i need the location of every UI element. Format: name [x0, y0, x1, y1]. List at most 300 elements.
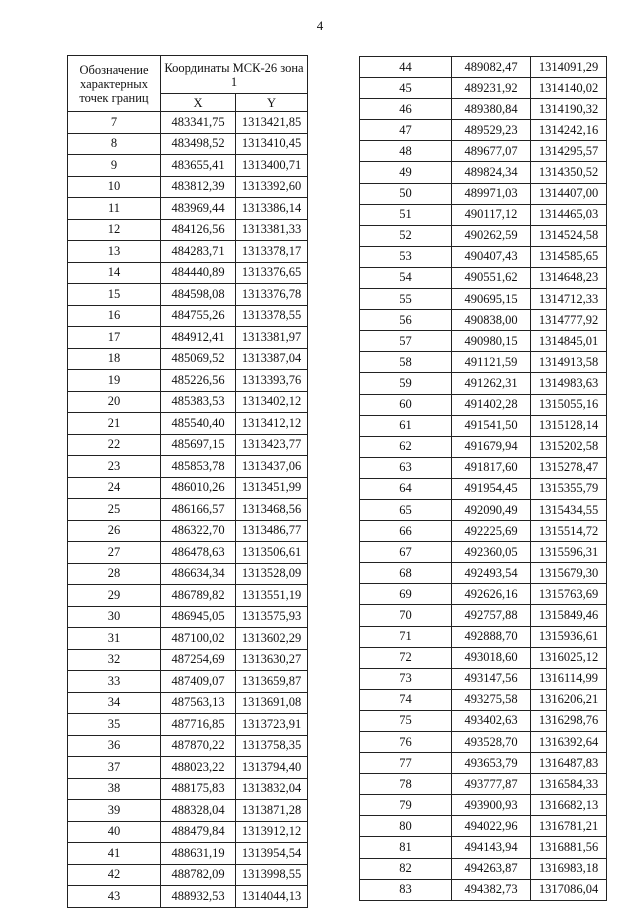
table-row [68, 391, 308, 413]
x-coordinate-cell: 483655,41 [161, 155, 236, 177]
point-number-cell: 36 [68, 735, 161, 757]
x-coordinate-cell: 485226,56 [161, 370, 236, 392]
table-row [68, 735, 308, 757]
point-number-cell: 78 [360, 774, 452, 795]
y-coordinate-cell: 1315055,16 [531, 394, 607, 415]
y-coordinate-cell: 1313378,55 [236, 305, 308, 327]
table-row [360, 478, 607, 499]
y-coordinate-cell: 1315514,72 [531, 521, 607, 542]
y-coordinate-cell: 1313400,71 [236, 155, 308, 177]
point-number-cell: 54 [360, 267, 452, 288]
table-row [68, 800, 308, 822]
x-coordinate-cell: 487254,69 [161, 649, 236, 671]
point-number-cell: 14 [68, 262, 161, 284]
table-row [68, 843, 308, 865]
point-number-cell: 35 [68, 714, 161, 736]
table-row [360, 837, 607, 858]
point-number-cell: 10 [68, 176, 161, 198]
table-row [360, 689, 607, 710]
x-coordinate-cell: 488782,09 [161, 864, 236, 886]
y-coordinate-cell: 1314845,01 [531, 331, 607, 352]
y-coordinate-cell: 1313376,65 [236, 262, 308, 284]
point-number-cell: 66 [360, 521, 452, 542]
y-coordinate-cell: 1315434,55 [531, 499, 607, 520]
x-coordinate-cell: 488023,22 [161, 757, 236, 779]
table-row [360, 141, 607, 162]
point-number-cell: 13 [68, 241, 161, 263]
table-row [68, 327, 308, 349]
point-number-cell: 9 [68, 155, 161, 177]
x-coordinate-cell: 493018,60 [452, 647, 531, 668]
point-number-cell: 33 [68, 671, 161, 693]
point-number-cell: 70 [360, 605, 452, 626]
y-coordinate-cell: 1313392,60 [236, 176, 308, 198]
x-coordinate-cell: 492225,69 [452, 521, 531, 542]
table-row [68, 563, 308, 585]
y-coordinate-cell: 1314140,02 [531, 78, 607, 99]
y-coordinate-cell: 1313421,85 [236, 112, 308, 134]
table-row [360, 246, 607, 267]
y-coordinate-cell: 1313381,33 [236, 219, 308, 241]
x-coordinate-cell: 485697,15 [161, 434, 236, 456]
point-number-cell: 74 [360, 689, 452, 710]
table-row [68, 520, 308, 542]
table-row [360, 732, 607, 753]
table-row [360, 858, 607, 879]
point-number-cell: 48 [360, 141, 452, 162]
table-row [68, 348, 308, 370]
table-row [360, 879, 607, 900]
point-number-cell: 81 [360, 837, 452, 858]
y-coordinate-cell: 1314777,92 [531, 310, 607, 331]
point-number-cell: 63 [360, 457, 452, 478]
point-number-cell: 45 [360, 78, 452, 99]
y-coordinate-cell: 1315679,30 [531, 563, 607, 584]
table-row [68, 241, 308, 263]
table-row [68, 499, 308, 521]
x-coordinate-cell: 494382,73 [452, 879, 531, 900]
table-row [360, 457, 607, 478]
y-coordinate-cell: 1313468,56 [236, 499, 308, 521]
table-row [68, 886, 308, 908]
x-coordinate-cell: 487716,85 [161, 714, 236, 736]
point-number-cell: 73 [360, 668, 452, 689]
table-row [360, 57, 607, 78]
y-coordinate-cell: 1313954,54 [236, 843, 308, 865]
y-coordinate-cell: 1313451,99 [236, 477, 308, 499]
x-coordinate-cell: 491262,31 [452, 373, 531, 394]
x-coordinate-cell: 486789,82 [161, 585, 236, 607]
y-coordinate-cell: 1313437,06 [236, 456, 308, 478]
x-coordinate-cell: 490838,00 [452, 310, 531, 331]
x-coordinate-cell: 493777,87 [452, 774, 531, 795]
coordinates-table-left [67, 55, 308, 908]
y-coordinate-cell: 1313506,61 [236, 542, 308, 564]
table-row [68, 585, 308, 607]
point-number-cell: 82 [360, 858, 452, 879]
x-coordinate-cell: 493900,93 [452, 795, 531, 816]
y-coordinate-cell: 1316487,83 [531, 753, 607, 774]
point-designation-header [68, 56, 161, 112]
x-coordinate-cell: 493275,58 [452, 689, 531, 710]
y-coordinate-cell: 1316682,13 [531, 795, 607, 816]
table-row [68, 413, 308, 435]
table-row [360, 78, 607, 99]
y-coordinate-cell: 1314350,52 [531, 162, 607, 183]
point-number-cell: 75 [360, 710, 452, 731]
table-row [68, 864, 308, 886]
table-row [68, 305, 308, 327]
y-coordinate-cell: 1315128,14 [531, 415, 607, 436]
point-number-cell: 19 [68, 370, 161, 392]
point-number-cell: 37 [68, 757, 161, 779]
table-row [360, 289, 607, 310]
x-coordinate-cell: 483341,75 [161, 112, 236, 134]
point-number-cell: 29 [68, 585, 161, 607]
y-coordinate-cell: 1315763,69 [531, 584, 607, 605]
x-coordinate-cell: 492090,49 [452, 499, 531, 520]
point-number-cell: 21 [68, 413, 161, 435]
y-coordinate-cell: 1313486,77 [236, 520, 308, 542]
table-row [68, 778, 308, 800]
left-table-body [68, 112, 308, 908]
y-coordinate-cell: 1314407,00 [531, 183, 607, 204]
x-coordinate-cell: 491541,50 [452, 415, 531, 436]
table-row [360, 183, 607, 204]
point-number-cell: 26 [68, 520, 161, 542]
x-coordinate-cell: 488175,83 [161, 778, 236, 800]
y-coordinate-cell: 1316392,64 [531, 732, 607, 753]
y-coordinate-cell: 1313758,35 [236, 735, 308, 757]
point-number-cell: 44 [360, 57, 452, 78]
x-coordinate-cell: 487409,07 [161, 671, 236, 693]
table-row [360, 647, 607, 668]
y-coordinate-cell: 1316025,12 [531, 647, 607, 668]
point-number-cell: 79 [360, 795, 452, 816]
point-number-cell: 18 [68, 348, 161, 370]
y-coordinate-cell: 1313410,45 [236, 133, 308, 155]
table-row [68, 112, 308, 134]
x-coordinate-cell: 488631,19 [161, 843, 236, 865]
x-coordinate-cell: 492626,16 [452, 584, 531, 605]
y-coordinate-cell: 1314585,65 [531, 246, 607, 267]
point-number-cell: 38 [68, 778, 161, 800]
y-coordinate-cell: 1315202,58 [531, 436, 607, 457]
x-coordinate-cell: 490117,12 [452, 204, 531, 225]
x-coordinate-cell: 484598,08 [161, 284, 236, 306]
point-number-cell: 30 [68, 606, 161, 628]
table-row [360, 584, 607, 605]
x-coordinate-cell: 490695,15 [452, 289, 531, 310]
table-row [360, 310, 607, 331]
table-row [68, 671, 308, 693]
y-coordinate-cell: 1315596,31 [531, 542, 607, 563]
x-coordinate-cell: 493653,79 [452, 753, 531, 774]
table-row [360, 162, 607, 183]
x-coordinate-cell: 492888,70 [452, 626, 531, 647]
x-coordinate-cell: 485383,53 [161, 391, 236, 413]
point-number-cell: 42 [68, 864, 161, 886]
point-number-cell: 20 [68, 391, 161, 413]
table-row [68, 714, 308, 736]
x-coordinate-cell: 490980,15 [452, 331, 531, 352]
table-row [360, 415, 607, 436]
point-number-cell: 39 [68, 800, 161, 822]
x-column-header: X [161, 94, 236, 112]
x-coordinate-cell: 486634,34 [161, 563, 236, 585]
table-row [360, 352, 607, 373]
point-number-cell: 16 [68, 305, 161, 327]
y-coordinate-cell: 1313912,12 [236, 821, 308, 843]
y-column-header: Y [236, 94, 308, 112]
point-number-cell: 11 [68, 198, 161, 220]
point-number-cell: 24 [68, 477, 161, 499]
x-coordinate-cell: 486010,26 [161, 477, 236, 499]
y-coordinate-cell: 1317086,04 [531, 879, 607, 900]
x-coordinate-cell: 489529,23 [452, 120, 531, 141]
x-coordinate-cell: 484126,56 [161, 219, 236, 241]
point-number-cell: 32 [68, 649, 161, 671]
x-coordinate-cell: 486322,70 [161, 520, 236, 542]
point-number-cell: 41 [68, 843, 161, 865]
y-coordinate-cell: 1313998,55 [236, 864, 308, 886]
point-number-cell: 7 [68, 112, 161, 134]
x-coordinate-cell: 489824,34 [452, 162, 531, 183]
point-number-cell: 53 [360, 246, 452, 267]
table-row [360, 753, 607, 774]
y-coordinate-cell: 1314712,33 [531, 289, 607, 310]
table-row [68, 198, 308, 220]
y-coordinate-cell: 1313551,19 [236, 585, 308, 607]
table-row [68, 628, 308, 650]
table-row [68, 821, 308, 843]
table-row [360, 542, 607, 563]
point-number-cell: 17 [68, 327, 161, 349]
y-coordinate-cell: 1313630,27 [236, 649, 308, 671]
x-coordinate-cell: 489380,84 [452, 99, 531, 120]
table-row [360, 120, 607, 141]
y-coordinate-cell: 1313691,08 [236, 692, 308, 714]
point-number-cell: 47 [360, 120, 452, 141]
y-coordinate-cell: 1314242,16 [531, 120, 607, 141]
table-row [360, 710, 607, 731]
x-coordinate-cell: 487563,13 [161, 692, 236, 714]
table-row [68, 649, 308, 671]
table-row [360, 563, 607, 584]
table-row [360, 99, 607, 120]
table-row [68, 176, 308, 198]
y-coordinate-cell: 1313402,12 [236, 391, 308, 413]
point-number-cell: 25 [68, 499, 161, 521]
point-number-cell: 60 [360, 394, 452, 415]
point-number-cell: 71 [360, 626, 452, 647]
table-row [360, 605, 607, 626]
point-number-cell: 76 [360, 732, 452, 753]
table-row [68, 692, 308, 714]
x-coordinate-cell: 494022,96 [452, 816, 531, 837]
point-designation-header-text: Обозначение характерных точек границ [79, 62, 149, 105]
point-number-cell: 40 [68, 821, 161, 843]
point-number-cell: 28 [68, 563, 161, 585]
x-coordinate-cell: 487100,02 [161, 628, 236, 650]
table-row [360, 204, 607, 225]
x-coordinate-cell: 492757,88 [452, 605, 531, 626]
x-coordinate-cell: 494263,87 [452, 858, 531, 879]
x-coordinate-cell: 488932,53 [161, 886, 236, 908]
point-number-cell: 72 [360, 647, 452, 668]
y-coordinate-cell: 1314044,13 [236, 886, 308, 908]
x-coordinate-cell: 492493,54 [452, 563, 531, 584]
point-number-cell: 83 [360, 879, 452, 900]
y-coordinate-cell: 1313423,77 [236, 434, 308, 456]
y-coordinate-cell: 1316983,18 [531, 858, 607, 879]
point-number-cell: 64 [360, 478, 452, 499]
y-coordinate-cell: 1314913,58 [531, 352, 607, 373]
right-table-body [360, 57, 607, 901]
y-coordinate-cell: 1316114,99 [531, 668, 607, 689]
x-coordinate-cell: 493528,70 [452, 732, 531, 753]
x-coordinate-cell: 484283,71 [161, 241, 236, 263]
point-number-cell: 34 [68, 692, 161, 714]
x-coordinate-cell: 484440,89 [161, 262, 236, 284]
y-coordinate-cell: 1315849,46 [531, 605, 607, 626]
y-coordinate-cell: 1314465,03 [531, 204, 607, 225]
table-row [360, 373, 607, 394]
y-coordinate-cell: 1313659,87 [236, 671, 308, 693]
x-coordinate-cell: 488479,84 [161, 821, 236, 843]
point-number-cell: 80 [360, 816, 452, 837]
y-coordinate-cell: 1314983,63 [531, 373, 607, 394]
table-row [360, 331, 607, 352]
y-coordinate-cell: 1313602,29 [236, 628, 308, 650]
y-coordinate-cell: 1316206,21 [531, 689, 607, 710]
point-number-cell: 57 [360, 331, 452, 352]
coordinates-header-text: Координаты МСК-26 зона 1 [164, 60, 304, 89]
table-row [360, 225, 607, 246]
table-row [68, 133, 308, 155]
y-coordinate-cell: 1313386,14 [236, 198, 308, 220]
table-row [360, 499, 607, 520]
x-coordinate-cell: 491402,28 [452, 394, 531, 415]
table-row [360, 267, 607, 288]
x-coordinate-cell: 492360,05 [452, 542, 531, 563]
y-coordinate-cell: 1316881,56 [531, 837, 607, 858]
x-coordinate-cell: 483812,39 [161, 176, 236, 198]
x-coordinate-cell: 494143,94 [452, 837, 531, 858]
y-coordinate-cell: 1313723,91 [236, 714, 308, 736]
point-number-cell: 8 [68, 133, 161, 155]
table-row [68, 542, 308, 564]
y-coordinate-cell: 1315355,79 [531, 478, 607, 499]
point-number-cell: 77 [360, 753, 452, 774]
x-coordinate-cell: 489971,03 [452, 183, 531, 204]
y-coordinate-cell: 1313387,04 [236, 348, 308, 370]
coordinates-header [161, 56, 308, 94]
x-coordinate-cell: 485069,52 [161, 348, 236, 370]
y-coordinate-cell: 1313412,12 [236, 413, 308, 435]
x-coordinate-cell: 489082,47 [452, 57, 531, 78]
y-coordinate-cell: 1313871,28 [236, 800, 308, 822]
point-number-cell: 62 [360, 436, 452, 457]
x-coordinate-cell: 490551,62 [452, 267, 531, 288]
table-row [68, 434, 308, 456]
point-number-cell: 50 [360, 183, 452, 204]
point-number-cell: 65 [360, 499, 452, 520]
x-coordinate-cell: 490407,43 [452, 246, 531, 267]
x-coordinate-cell: 489231,92 [452, 78, 531, 99]
x-coordinate-cell: 484755,26 [161, 305, 236, 327]
point-number-cell: 46 [360, 99, 452, 120]
x-coordinate-cell: 491817,60 [452, 457, 531, 478]
x-coordinate-cell: 490262,59 [452, 225, 531, 246]
page-number: 4 [316, 18, 324, 33]
y-coordinate-cell: 1314091,29 [531, 57, 607, 78]
table-row [68, 477, 308, 499]
point-number-cell: 56 [360, 310, 452, 331]
x-coordinate-cell: 489677,07 [452, 141, 531, 162]
y-coordinate-cell: 1314524,58 [531, 225, 607, 246]
x-coordinate-cell: 493402,63 [452, 710, 531, 731]
y-coordinate-cell: 1313378,17 [236, 241, 308, 263]
point-number-cell: 52 [360, 225, 452, 246]
x-coordinate-cell: 487870,22 [161, 735, 236, 757]
table-row [68, 262, 308, 284]
point-number-cell: 68 [360, 563, 452, 584]
point-number-cell: 69 [360, 584, 452, 605]
y-coordinate-cell: 1313528,09 [236, 563, 308, 585]
table-row [68, 155, 308, 177]
table-row [68, 456, 308, 478]
x-coordinate-cell: 486166,57 [161, 499, 236, 521]
table-row [360, 668, 607, 689]
point-number-cell: 55 [360, 289, 452, 310]
point-number-cell: 12 [68, 219, 161, 241]
x-coordinate-cell: 491679,94 [452, 436, 531, 457]
point-number-cell: 59 [360, 373, 452, 394]
y-coordinate-cell: 1314648,23 [531, 267, 607, 288]
y-coordinate-cell: 1316781,21 [531, 816, 607, 837]
y-coordinate-cell: 1314190,32 [531, 99, 607, 120]
y-coordinate-cell: 1315278,47 [531, 457, 607, 478]
table-row [360, 774, 607, 795]
table-row [360, 521, 607, 542]
table-row [360, 626, 607, 647]
point-number-cell: 58 [360, 352, 452, 373]
table-row [68, 284, 308, 306]
table-row [360, 394, 607, 415]
y-coordinate-cell: 1313575,93 [236, 606, 308, 628]
point-number-cell: 23 [68, 456, 161, 478]
y-coordinate-cell: 1313376,78 [236, 284, 308, 306]
point-number-cell: 27 [68, 542, 161, 564]
table-row [360, 816, 607, 837]
y-coordinate-cell: 1316584,33 [531, 774, 607, 795]
y-coordinate-cell: 1316298,76 [531, 710, 607, 731]
table-row [360, 795, 607, 816]
x-coordinate-cell: 484912,41 [161, 327, 236, 349]
y-coordinate-cell: 1313832,04 [236, 778, 308, 800]
table-row [360, 436, 607, 457]
y-coordinate-cell: 1313393,76 [236, 370, 308, 392]
x-coordinate-cell: 491121,59 [452, 352, 531, 373]
coordinates-table-right [359, 56, 607, 901]
point-number-cell: 67 [360, 542, 452, 563]
y-coordinate-cell: 1313381,97 [236, 327, 308, 349]
x-coordinate-cell: 486945,05 [161, 606, 236, 628]
table-row [68, 219, 308, 241]
point-number-cell: 51 [360, 204, 452, 225]
point-number-cell: 22 [68, 434, 161, 456]
